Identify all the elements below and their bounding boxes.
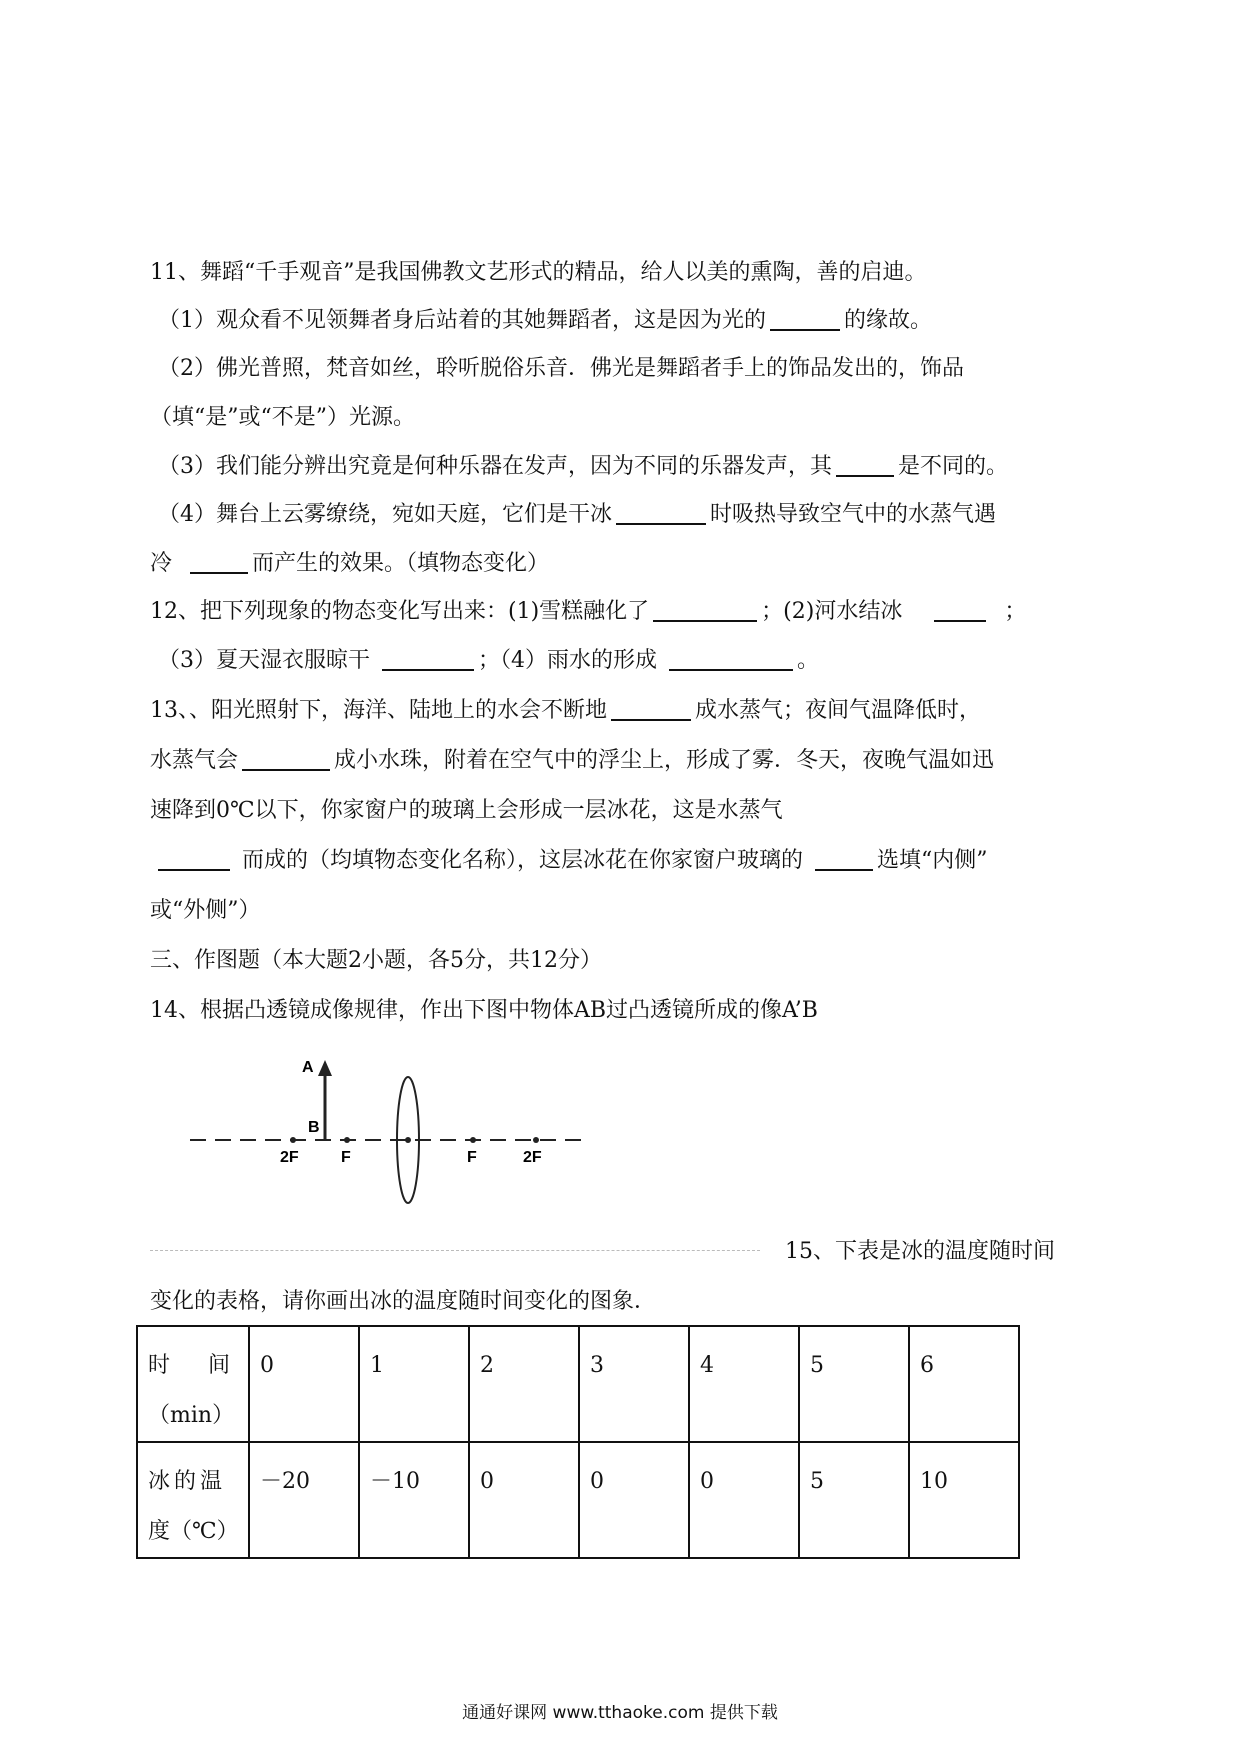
q11-part2b: （填“是”或“不是”）光源。 <box>150 405 415 430</box>
q11-part2a: （2）佛光普照，梵音如丝，聆听脱俗乐音．佛光是舞蹈者手上的饰品发出的，饰品 <box>158 356 964 381</box>
label-2f-left: 2F <box>280 1149 299 1166</box>
answer-blank[interactable] <box>836 453 894 477</box>
row-header-temperature: 冰的温 度（℃） <box>137 1442 249 1558</box>
q14-text: 14、根据凸透镜成像规律，作出下图中物体AB过凸透镜所成的像A’B <box>150 998 818 1023</box>
point-f-left <box>344 1137 350 1143</box>
ice-temperature-table <box>136 1325 1020 1559</box>
table-cell: －20 <box>249 1442 359 1558</box>
table-row-time <box>137 1326 1019 1442</box>
answer-blank[interactable] <box>934 598 986 622</box>
answer-blank[interactable] <box>815 847 873 871</box>
answer-blank[interactable] <box>190 550 248 574</box>
answer-blank[interactable] <box>669 647 793 671</box>
point-2f-right <box>533 1137 539 1143</box>
table-row-temperature <box>137 1442 1019 1558</box>
q13-line5: 或“外侧”） <box>150 898 261 923</box>
label-b: B <box>308 1119 320 1136</box>
object-arrow-head <box>318 1060 332 1076</box>
label-f-left: F <box>341 1149 351 1166</box>
q11-part1: （1）观众看不见领舞者身后站着的其她舞蹈者，这是因为光的 的缘故。 <box>158 308 933 333</box>
table-cell: 0 <box>249 1326 359 1442</box>
row-header-time: 时 间 （min） <box>137 1326 249 1442</box>
point-2f-left <box>290 1137 296 1143</box>
answer-blank[interactable] <box>616 501 706 525</box>
table-cell: 1 <box>359 1326 469 1442</box>
table-cell: －10 <box>359 1442 469 1558</box>
q11-part3: （3）我们能分辨出究竟是何种乐器在发声，因为不同的乐器发声，其 是不同的。 <box>158 454 1009 479</box>
table-cell: 0 <box>579 1442 689 1558</box>
q13-line3: 速降到0℃以下，你家窗户的玻璃上会形成一层冰花，这是水蒸气 <box>150 798 783 823</box>
q15-text-a: 15、下表是冰的温度随时间 <box>785 1239 1055 1264</box>
q13-line2: 水蒸气会 成小水珠，附着在空气中的浮尘上，形成了雾．冬天，夜晚气温如迅 <box>150 748 995 773</box>
table-cell: 3 <box>579 1326 689 1442</box>
q11-part4b: 冷 而产生的效果。（填物态变化） <box>150 551 550 576</box>
answer-blank[interactable] <box>653 598 757 622</box>
q13-line1: 13、、阳光照射下，海洋、陆地上的水会不断地 成水蒸气；夜间气温降低时， <box>150 698 982 723</box>
page-footer: 通通好课网 www.tthaoke.com 提供下载 <box>462 1703 778 1723</box>
point-f-right <box>470 1137 476 1143</box>
dashed-separator <box>150 1250 760 1251</box>
optical-center <box>405 1137 411 1143</box>
table-cell: 0 <box>689 1442 799 1558</box>
q13-line4: 而成的（均填物态变化名称），这层冰花在你家窗户玻璃的 选填“内侧” <box>154 846 988 876</box>
table-cell: 0 <box>469 1442 579 1558</box>
answer-blank[interactable] <box>242 747 330 771</box>
label-2f-right: 2F <box>523 1149 542 1166</box>
convex-lens-diagram <box>180 1050 600 1220</box>
q15-text-b: 变化的表格，请你画出冰的温度随时间变化的图象． <box>150 1289 657 1314</box>
label-a: A <box>302 1059 314 1076</box>
table-cell: 5 <box>799 1326 909 1442</box>
table-cell: 2 <box>469 1326 579 1442</box>
q12-line2: （3）夏天湿衣服晾干 ；（4）雨水的形成 。 <box>158 648 820 673</box>
table-cell: 4 <box>689 1326 799 1442</box>
answer-blank[interactable] <box>611 697 691 721</box>
table-cell: 10 <box>909 1442 1019 1558</box>
answer-blank[interactable] <box>158 847 230 871</box>
section-3-heading: 三、作图题（本大题2小题，各5分，共12分） <box>150 948 602 973</box>
q12-line1: 12、把下列现象的物态变化写出来：(1)雪糕融化了 ；(2)河水结冰 ； <box>150 599 1027 624</box>
answer-blank[interactable] <box>770 307 840 331</box>
table-cell: 6 <box>909 1326 1019 1442</box>
answer-blank[interactable] <box>382 647 474 671</box>
label-f-right: F <box>467 1149 477 1166</box>
table-cell: 5 <box>799 1442 909 1558</box>
q11-part4a: （4）舞台上云雾缭绕，宛如天庭，它们是干冰 时吸热导致空气中的水蒸气遇 <box>158 502 997 527</box>
q11-stem: 11、舞蹈“千手观音”是我国佛教文艺形式的精品，给人以美的熏陶，善的启迪。 <box>150 260 927 285</box>
